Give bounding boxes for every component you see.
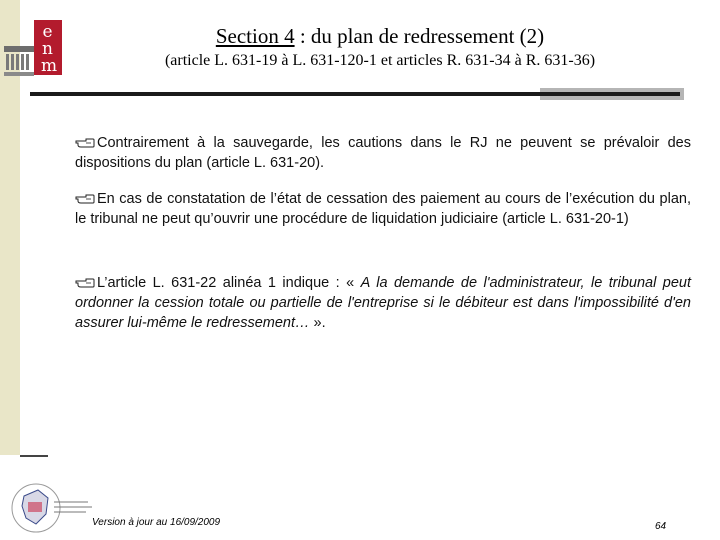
bullet-text-3-end: ». xyxy=(309,315,326,331)
bullet-text-3-quote: A la demande de l'administrateur, le tribunal peut ordonner la cession totale ou partielle de l'entreprise si le débiteur est dans l'impossibilité d'en assurer lui-même le redressement… xyxy=(75,275,691,331)
bullet-paragraph-3 xyxy=(75,273,691,333)
bullet-paragraph-1 xyxy=(75,133,691,173)
page-number: 64 xyxy=(655,521,667,532)
bullet-text-1: Contrairement à la sauvegarde, les cautions dans le RJ ne peuvent se prévaloir des dispositions du plan (article L. 631-20). xyxy=(75,135,691,171)
building-icon xyxy=(4,46,34,86)
bullet-paragraph-2 xyxy=(75,189,691,229)
pointing-hand-icon xyxy=(75,194,95,204)
enm-logo xyxy=(0,20,62,75)
footer-version: Version à jour au 16/09/2009 xyxy=(92,517,221,528)
page-title xyxy=(60,24,700,49)
header-rule xyxy=(30,92,680,96)
logo-letters: enm xyxy=(41,22,59,76)
page-subtitle: (article L. 631-19 à L. 631-120-1 et articles R. 631-34 à R. 631-36) xyxy=(164,52,596,69)
republic-seal-logo xyxy=(8,480,98,536)
pointing-hand-icon xyxy=(75,278,95,288)
title-text: : du plan de redressement (2) xyxy=(294,24,545,48)
pointing-hand-icon xyxy=(75,138,95,148)
sidebar-divider xyxy=(20,455,48,457)
title-section-label: Section 4 xyxy=(215,24,295,48)
enm-logo-letters xyxy=(34,20,62,75)
bullet-text-2: En cas de constatation de l’état de cessation des paiement au cours de l’exécution du plan, le tribunal ne peut qu’ouvrir une procédure de liquidation judiciaire (article L. 631-20-1) xyxy=(75,191,691,227)
bullet-text-3-intro: L’article L. 631-22 alinéa 1 indique : « xyxy=(97,275,361,291)
